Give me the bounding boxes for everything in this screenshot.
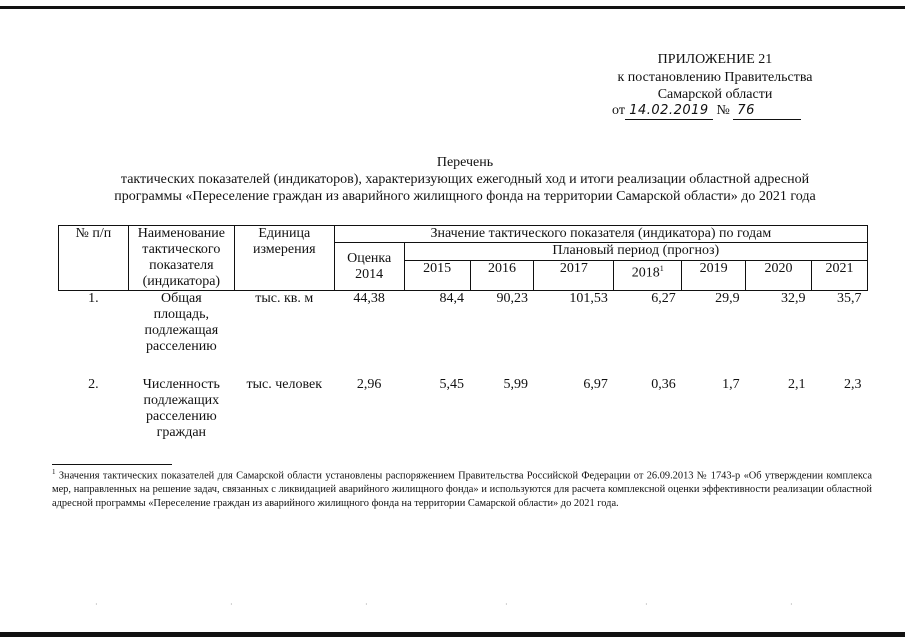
scan-speck: ·: [645, 600, 648, 609]
row-num: 1.: [88, 291, 99, 306]
header-estimate-2014: Оценка 2014: [334, 243, 404, 291]
scan-speck: ·: [230, 600, 233, 609]
row-value: 2,96: [356, 376, 382, 392]
appendix-line1: к постановлению Правительства: [617, 70, 813, 85]
footnote-ref: 1: [659, 264, 664, 273]
header-plan-period: Плановый период (прогноз): [404, 243, 867, 261]
row-value: 5,99: [503, 376, 528, 392]
header-year: 2016: [470, 261, 534, 291]
heading-line2: тактических показателей (индикаторов), характеризующих ежегодный ход и итоги реализации областной адресной: [120, 172, 810, 187]
row-value: 5,45: [439, 376, 465, 392]
header-year: 2015: [404, 261, 470, 291]
header-unit: Единица измерения: [234, 226, 334, 291]
header-name: Наименование тактического показателя (индикатора): [128, 226, 234, 291]
row-value: 2,1: [788, 376, 806, 392]
row-value: 90,23: [496, 291, 528, 306]
row-value: 6,27: [651, 291, 676, 306]
top-border: [0, 6, 905, 9]
row-value: 2,3: [844, 376, 862, 392]
row-unit: тыс. кв. м: [255, 291, 314, 306]
appendix-title: ПРИЛОЖЕНИЕ 21: [657, 52, 773, 67]
header-year-2018: 2018$^1$: [614, 261, 682, 291]
appendix-line2: Самарской области: [657, 87, 773, 102]
row-value: 1,7: [722, 376, 740, 392]
row-value: 35,7: [837, 291, 862, 306]
bottom-border: [0, 632, 905, 637]
row-value: 29,9: [715, 291, 740, 306]
indicators-table: [58, 225, 868, 441]
row-value: 84,4: [439, 291, 465, 306]
header-year: 2020: [746, 261, 812, 291]
row-value: 44,38: [353, 291, 385, 306]
footnote: [52, 465, 872, 511]
footnote-mark: 1: [52, 468, 56, 476]
row-value: 32,9: [781, 291, 806, 306]
appendix-date-line: [612, 102, 822, 120]
header-year: 2017: [534, 261, 614, 291]
row-value: 6,97: [583, 376, 608, 392]
header-values: Значение тактического показателя (индикатора) по годам: [334, 226, 867, 243]
scan-speck: ·: [95, 600, 98, 609]
appendix-date: 14.02.2019: [625, 102, 713, 120]
table-row: [59, 377, 868, 441]
heading-line1: Перечень: [436, 155, 494, 170]
row-value: 0,36: [651, 376, 676, 392]
row-name: Численность подлежащих расселению граждан: [142, 376, 220, 440]
header-year: 2021: [812, 261, 868, 291]
header-num: № п/п: [59, 226, 129, 291]
row-value: 101,53: [569, 291, 608, 306]
scan-speck: ·: [365, 600, 368, 609]
appendix-from-label: от: [612, 103, 625, 118]
appendix-number-label: №: [716, 103, 730, 118]
scan-speck: ·: [790, 600, 793, 609]
appendix-number: 76: [733, 102, 801, 120]
header-year: 2019: [682, 261, 746, 291]
row-unit: тыс. человек: [246, 376, 323, 392]
heading-line3: программы «Переселение граждан из аварийного жилищного фонда на территории Самарской области» до 2021 года: [114, 189, 816, 204]
row-num: 2.: [88, 376, 99, 392]
scan-speck: ·: [505, 600, 508, 609]
footnote-text: Значения тактических показателей для Самарской области установлены распоряжением Правительства Российской Федерации от 26.09.2013 № 1743-р «Об утверждении комплекса мер, направленных на решение задач, связанных с ликвидацией аварийного жилищного фонда» и используются для расчета комплексной оценки эффективности реализации областной адресной программы «Переселение граждан из аварийного жилищного фонда на территории Самарской области» до 2021 года.: [52, 470, 872, 510]
table-row: [59, 291, 868, 377]
row-name: Общая площадь, подлежащая расселению: [144, 291, 219, 354]
